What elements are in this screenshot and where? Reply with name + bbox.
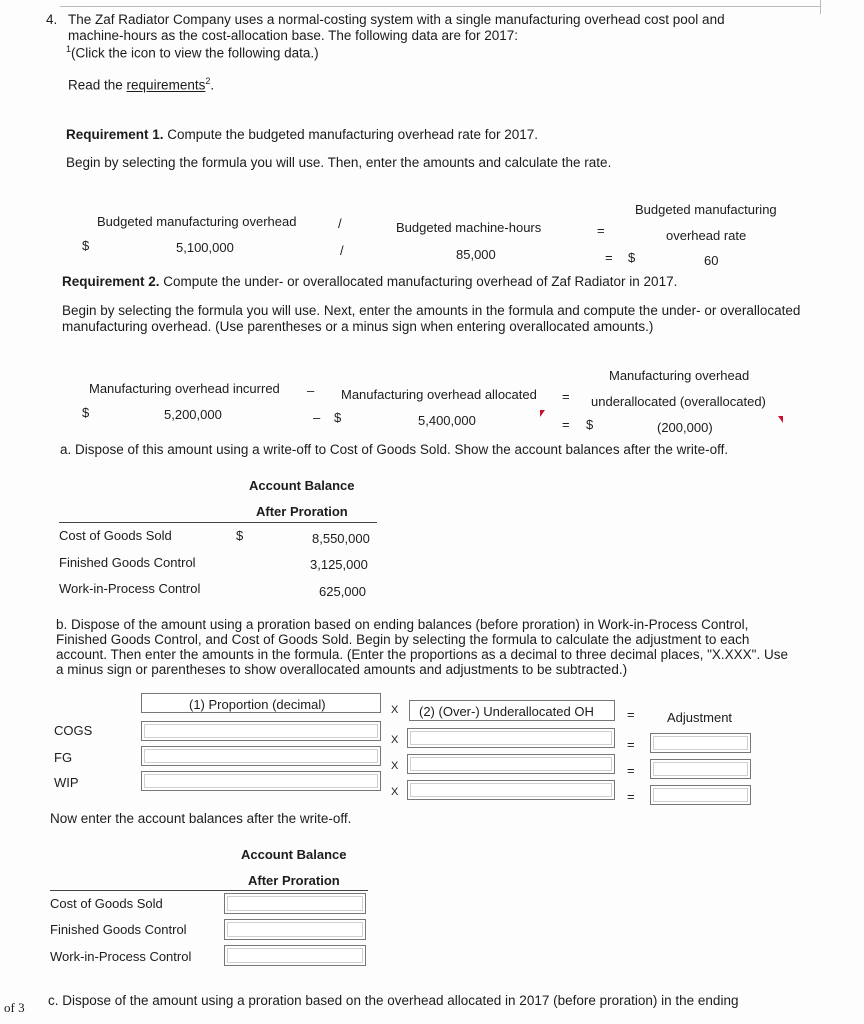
req1-label-overhead[interactable]: Budgeted manufacturing overhead <box>97 214 297 229</box>
req1-title-rest: Compute the budgeted manufacturing overhead rate for 2017. <box>163 127 539 142</box>
req2-label-allocated[interactable]: Manufacturing overhead allocated <box>341 387 537 402</box>
req1-divide-sign-2: / <box>340 243 344 258</box>
part-a-row-wip-value[interactable]: 625,000 <box>319 584 366 599</box>
req2-result-value[interactable]: (200,000) <box>657 420 713 435</box>
req2-instruction-1: Begin by selecting the formula you will use. Next, enter the amounts in the formula and compute the under- or overallocated <box>62 303 801 318</box>
req1-label-rate-1[interactable]: Budgeted manufacturing <box>635 202 777 217</box>
req2-label-result-1[interactable]: Manufacturing overhead <box>609 368 750 383</box>
req2-title: Requirement 2. <box>62 274 160 289</box>
cogs-proportion-input[interactable] <box>141 721 381 741</box>
req2-minus-sign: – <box>307 383 315 398</box>
req1-label-rate-2[interactable]: overhead rate <box>666 228 747 243</box>
cogs-balance-input[interactable] <box>224 893 366 914</box>
req1-title: Requirement 1. <box>66 127 164 142</box>
req1-instruction: Begin by selecting the formula you will use. Then, enter the amounts and calculate the rate. <box>66 155 612 170</box>
read-prefix: Read the <box>68 77 127 93</box>
wip-balance-input[interactable] <box>224 945 366 966</box>
part-b-row-fg-label: FG <box>54 750 73 765</box>
question-intro-line1: The Zaf Radiator Company uses a normal-costing system with a single manufacturing overhead cost pool and <box>68 12 725 27</box>
req1-rate-value[interactable]: 60 <box>704 253 719 268</box>
part-b-header-1: Account Balance <box>241 847 347 862</box>
part-a-row-wip-label: Work-in-Process Control <box>59 581 201 596</box>
req1-machine-hours-value[interactable]: 85,000 <box>456 247 496 262</box>
part-c-instruction: c. Dispose of the amount using a proration based on the overhead allocated in 2017 (before proration) in the ending <box>48 993 739 1008</box>
question-intro-line2: machine-hours as the cost-allocation base. The following data are for 2017: <box>68 28 519 43</box>
now-enter-balances: Now enter the account balances after the write-off. <box>50 811 352 826</box>
req1-dollar-2: $ <box>628 250 636 265</box>
wip-overhead-input[interactable] <box>407 780 615 800</box>
req2-equals-sign: = <box>562 389 570 404</box>
wip-equals-sign: = <box>627 789 635 804</box>
page-count: of 3 <box>4 1000 25 1015</box>
cogs-times-sign: X <box>391 734 399 746</box>
part-a-instruction: a. Dispose of this amount using a write-off to Cost of Goods Sold. Show the account balances after the write-off. <box>60 442 729 457</box>
fg-balance-input[interactable] <box>224 919 366 940</box>
req2-title-rest: Compute the under- or overallocated manufacturing overhead of Zaf Radiator in 2017. <box>159 274 678 289</box>
req2-label-result-2[interactable]: underallocated (overallocated) <box>591 394 766 409</box>
req2-heading <box>62 274 677 289</box>
fg-adjustment-input[interactable] <box>650 759 751 779</box>
proportion-header-label: (1) Proportion (decimal) <box>189 697 326 712</box>
req2-label-incurred[interactable]: Manufacturing overhead incurred <box>89 381 280 396</box>
req1-equals-sign-2: = <box>605 250 613 265</box>
req2-allocated-error-marker <box>540 410 545 417</box>
overhead-header-label: (2) (Over-) Underallocated OH <box>419 704 594 719</box>
header-equals-sign: = <box>627 707 635 722</box>
part-b-row-cogs-label: COGS <box>54 723 93 738</box>
adjustment-header-label: Adjustment <box>667 710 733 725</box>
req2-result-error-marker <box>778 416 783 423</box>
req1-divide-sign: / <box>338 216 342 231</box>
footnote-marker: 1 <box>66 44 72 54</box>
req2-minus-sign-2: – <box>313 410 321 425</box>
part-a-header-rule <box>59 522 377 523</box>
part-b-balance-fg-label: Finished Goods Control <box>50 922 187 937</box>
click-note-text: (Click the icon to view the following data.) <box>71 45 319 61</box>
part-b-balance-wip-label: Work-in-Process Control <box>50 949 192 964</box>
req1-label-machine-hours[interactable]: Budgeted machine-hours <box>396 220 542 235</box>
part-b-instruction-4: a minus sign or parentheses to show overallocated amounts and adjustments to be subtracted.) <box>56 662 628 677</box>
part-b-instruction-2: Finished Goods Control, and Cost of Goods Sold. Begin by selecting the formula to calculate the adjustment to each <box>56 632 750 647</box>
wip-times-sign: X <box>391 786 399 798</box>
wip-proportion-input[interactable] <box>141 771 381 791</box>
part-a-row-cogs-label: Cost of Goods Sold <box>59 528 172 543</box>
req1-heading <box>66 127 538 142</box>
req2-allocated-value[interactable]: 5,400,000 <box>418 413 476 428</box>
req2-instruction-2: manufacturing overhead. (Use parentheses or a minus sign when entering overallocated amounts.) <box>62 319 654 334</box>
req1-equals-sign: = <box>597 223 605 238</box>
part-b-balance-cogs-label: Cost of Goods Sold <box>50 896 163 911</box>
cogs-overhead-input[interactable] <box>407 728 615 748</box>
cogs-adjustment-input[interactable] <box>650 733 751 753</box>
cogs-equals-sign: = <box>627 737 635 752</box>
req2-equals-sign-2: = <box>562 417 570 432</box>
wip-adjustment-input[interactable] <box>650 785 751 805</box>
part-b-instruction-1: b. Dispose of the amount using a proration based on ending balances (before proration) in Work-in-Process Control, <box>56 617 749 632</box>
read-suffix: . <box>210 77 215 93</box>
fg-overhead-input[interactable] <box>407 754 615 774</box>
fg-equals-sign: = <box>627 763 635 778</box>
part-b-row-wip-label: WIP <box>54 775 79 790</box>
part-a-row-fg-value[interactable]: 3,125,000 <box>310 557 368 572</box>
req2-dollar-2: $ <box>334 410 342 425</box>
fg-proportion-input[interactable] <box>141 746 381 766</box>
part-b-header-rule <box>50 890 368 891</box>
read-requirements <box>68 76 214 93</box>
part-b-instruction-3: account. Then enter the amounts in the formula. (Enter the proportions as a decimal to three decimal places, "X.XXX". Use <box>56 647 788 662</box>
fg-times-sign: X <box>391 760 399 772</box>
part-a-header-2: After Proration <box>256 504 348 519</box>
requirements-link[interactable]: requirements <box>126 77 206 93</box>
part-a-row-cogs-dollar: $ <box>236 528 244 543</box>
req1-overhead-value[interactable]: 5,100,000 <box>176 240 234 255</box>
header-times-sign: X <box>391 704 399 716</box>
part-a-row-fg-label: Finished Goods Control <box>59 555 196 570</box>
part-a-row-cogs-value[interactable]: 8,550,000 <box>312 531 370 546</box>
req1-dollar-1: $ <box>82 238 90 253</box>
part-a-header-1: Account Balance <box>249 478 355 493</box>
question-number: 4. <box>46 12 58 27</box>
requirements-sup: 2 <box>205 76 211 86</box>
req2-dollar-3: $ <box>586 417 594 432</box>
req2-incurred-value[interactable]: 5,200,000 <box>164 407 222 422</box>
part-b-header-2: After Proration <box>248 873 340 888</box>
req2-dollar-1: $ <box>82 405 90 420</box>
click-data-note[interactable] <box>66 44 319 61</box>
